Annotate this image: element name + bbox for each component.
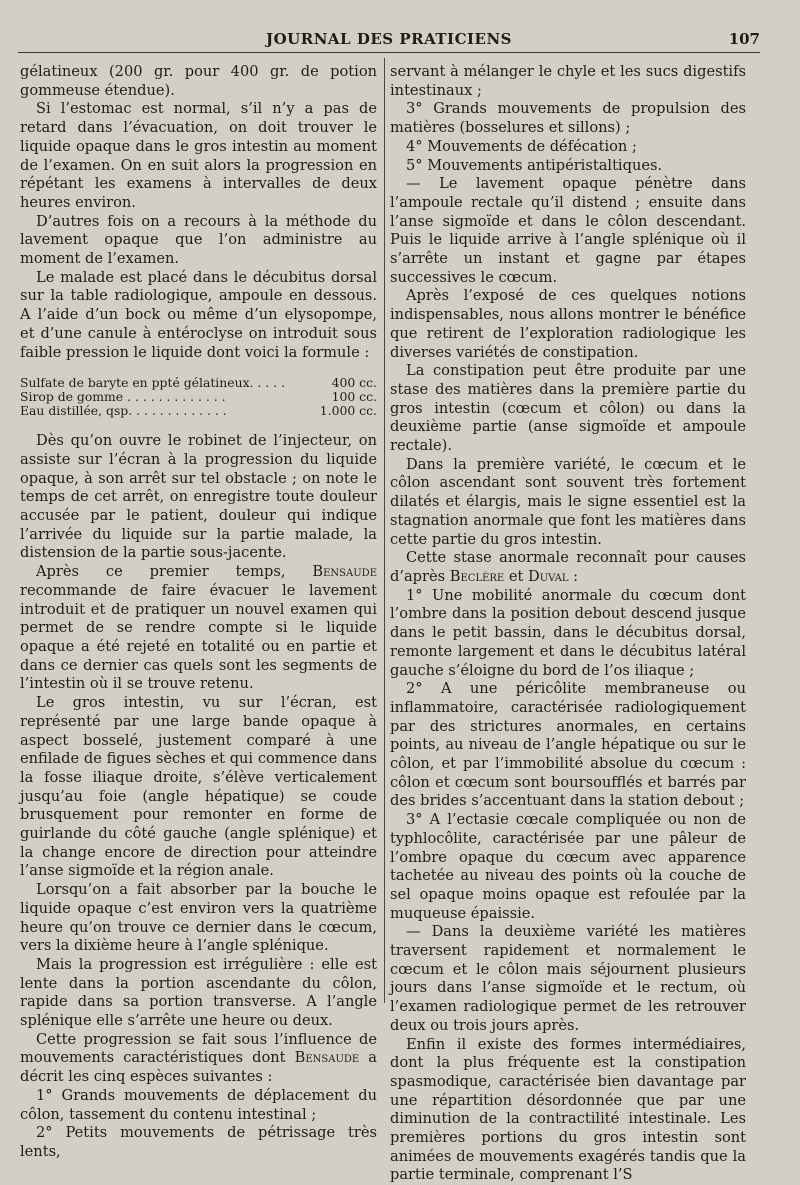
- paragraph: — Dans la deuxième variété les matières traversent rapidement et normalement le cœcum et le côlon mais séjournent plusieurs jours dans l’anse sigmoïde et le rectum, où l’examen radiologique permet de les retrouver deux ou trois jours après.: [390, 923, 746, 1034]
- formula-row: [20, 376, 377, 390]
- column-divider: [384, 58, 385, 1003]
- author-name: Bensaude: [312, 563, 377, 581]
- paragraph: [20, 1031, 377, 1087]
- author-name: Duval: [528, 567, 569, 585]
- formula-quantity: 400 cc.: [331, 375, 377, 391]
- journal-title: JOURNAL DES PRATICIENS: [266, 30, 512, 48]
- text-run: a décrit les cinq espèces suivantes :: [20, 1049, 377, 1086]
- right-column: [390, 63, 746, 1184]
- paragraph: [390, 549, 746, 586]
- paragraph: 1° Grands mouvements de déplacement du côlon, tassement du contenu intestinal ;: [20, 1086, 377, 1123]
- paragraph: Après l’exposé de ces quelques notions indispensables, nous allons montrer le bénéfice que retirent de l’exploration radiologique les diverses variétés de constipation.: [390, 287, 746, 361]
- paragraph: 2° A une péricôlite membraneuse ou inflammatoire, caractérisée radiologiquement par des strictures anormales, en certains points, au niveau de l’angle hépatique ou sur le côlon, et par l’immobilité absolue du cœcum : côlon et cœcum sont boursoufflés et barrés par des brides s’accentuant dans la station debout ;: [390, 680, 746, 810]
- paragraph: [20, 563, 377, 694]
- text-run: Après ce premier temps,: [36, 563, 313, 581]
- paragraph: Dès qu’on ouvre le robinet de l’injecteur, on assiste sur l’écran à la progression du liquide opaque, à son arrêt sur tel obstacle ; on note le temps de cet arrêt, on enregistre toute douleur accusée par le patient, douleur qui indique l’arrivée du liquide sur la partie malade, la distension de la partie sous-jacente.: [20, 432, 377, 562]
- paragraph: La constipation peut être produite par une stase des matières dans la première partie du gros intestin (cœcum et côlon) ou dans la deuxième partie (anse sigmoïde et ampoule rectale).: [390, 362, 746, 455]
- formula-quantity: 100 cc.: [331, 389, 377, 405]
- left-column: [20, 63, 377, 1160]
- formula-row: [20, 390, 377, 404]
- paragraph: D’autres fois on a recours à la méthode du lavement opaque que l’on administre au moment de l’examen.: [20, 212, 377, 268]
- page-number: 107: [728, 30, 760, 48]
- paragraph: Le gros intestin, vu sur l’écran, est représenté par une large bande opaque à aspect bosselé, justement comparé à une enfilade de figues sèches et qui commence dans la fosse iliaque droite, s’élève verticalement jusqu’au foie (angle hépatique) se coude brusquement pour remonter en forme de guirlande du côté gauche (angle splénique) et la change encore de direction pour atteindre l’anse sigmoïde et la région anale.: [20, 694, 377, 880]
- paragraph: 5° Mouvements antipéristaltiques.: [406, 156, 663, 174]
- paragraph: Enfin il existe des formes intermédiaires, dont la plus fréquente est la constipation spasmodique, caractérisée bien davantage par une répartition désordonnée que par une diminution de la contractilité intestinale. Les premières portions du gros intestin sont animées de mouvements exagérés tandis que la partie terminale, comprenant l’S: [390, 1035, 746, 1184]
- paragraph: Le malade est placé dans le décubitus dorsal sur la table radiologique, ampoule en dessous. A l’aide d’un bock ou même d’un elysopompe, et d’une canule à entéroclyse on introduit sous faible pression le liquide dont voici la formule :: [20, 268, 377, 361]
- formula-ingredient: Sulfate de baryte en ppté gélatineux. . . . .: [20, 375, 286, 391]
- paragraph: 2° Petits mouvements de pétrissage très lents,: [20, 1124, 377, 1160]
- author-name: Beclère: [449, 567, 505, 585]
- paragraph: servant à mélanger le chyle et les sucs digestifs intestinaux ;: [390, 63, 746, 99]
- text-run: Cette stase anormale reconnaît pour causes d’après: [390, 549, 746, 585]
- text-run: :: [568, 567, 579, 585]
- formula-table: [20, 376, 377, 418]
- paragraph: 4° Mouvements de défécation ;: [406, 137, 637, 155]
- formula-quantity: 1.000 cc.: [319, 403, 377, 419]
- paragraph: Lorsqu’on a fait absorber par la bouche le liquide opaque c’est environ vers la quatrième heure qu’on trouve ce dernier dans le cœcum, vers la dixième heure à l’angle splénique.: [20, 881, 377, 955]
- author-name: Bensaude: [294, 1049, 360, 1067]
- text-run: recommande de faire évacuer le lavement introduit et de pratiquer un nouvel examen qui permet de se rendre compte si le liquide opaque a été rejeté en totalité ou en partie et dans ce dernier cas quels sont les segments de l’intestin où il se trouve retenu.: [20, 581, 377, 693]
- text-run: Cette progression se fait sous l’influence de mouvements caractéristiques dont: [20, 1030, 377, 1067]
- paragraph: Dans la première variété, le cœcum et le côlon ascendant sont souvent très fortement dilatés et élargis, mais le signe essentiel est la stagnation anormale que font les matières dans cette partie du gros intestin.: [390, 455, 746, 548]
- formula-row: [20, 404, 377, 418]
- paragraph: 3° Grands mouvements de propulsion des matières (bosselures et sillons) ;: [390, 100, 746, 137]
- text-run: et: [504, 567, 528, 585]
- paragraph: Mais la progression est irrégulière : elle est lente dans la portion ascendante du côlon, rapide dans sa portion transverse. A l’angle splénique elle s’arrête une heure ou deux.: [20, 955, 377, 1030]
- paragraph: 1° Une mobilité anormale du cœcum dont l’ombre dans la position debout descend jusque dans le petit bassin, dans le décubitus dorsal, remonte largement et dans le décubitus latéral gauche s’éloigne du bord de l’os iliaque ;: [390, 586, 746, 679]
- paragraph: gélatineux (200 gr. pour 400 gr. de potion gommeuse étendue).: [20, 63, 377, 99]
- formula-ingredient: Sirop de gomme . . . . . . . . . . . . .: [20, 389, 226, 405]
- formula-ingredient: Eau distillée, qsp. . . . . . . . . . . . .: [20, 403, 227, 419]
- page-header: [18, 30, 760, 53]
- paragraph: — Le lavement opaque pénètre dans l’ampoule rectale qu’il distend ; ensuite dans l’anse sigmoïde et dans le côlon descendant. Puis le liquide arrive à l’angle splénique où il s’arrête un instant et gagne par étapes successives le cœcum.: [390, 175, 746, 286]
- paragraph: Si l’estomac est normal, s’il n’y a pas de retard dans l’évacuation, on doit trouver le liquide opaque dans le gros intestin au moment de l’examen. On en suit alors la progression en répétant les examens à intervalles de deux heures environ.: [20, 100, 377, 211]
- paragraph: 3° A l’ectasie cœcale compliquée ou non de typhlocôlite, caractérisée par une pâleur de l’ombre opaque du cœcum avec apparence tachetée au niveau des points où la couche de sel opaque moins opaque est refoulée par la muqueuse épaissie.: [390, 811, 746, 922]
